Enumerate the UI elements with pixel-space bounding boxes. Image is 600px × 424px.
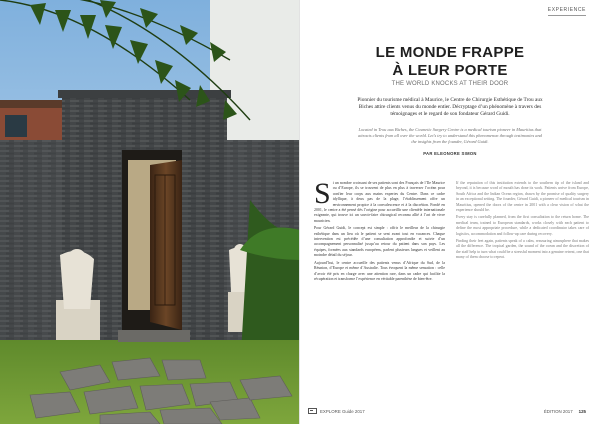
body-paragraph: Finding their feet again, patients speak of a calm, reassuring atmosphere that makes all the difference. The tropical garden, the sound of the ocean and the discretion of the staff help to turn what could be a stressful moment into a genuine retreat, one that many of them choose to repeat. bbox=[456, 239, 589, 260]
footer-publication bbox=[308, 408, 365, 414]
publication-name: EXPLORE Guide 2017 bbox=[320, 408, 365, 414]
footer-folio bbox=[544, 409, 586, 414]
publication-logo-icon bbox=[308, 408, 317, 414]
body-paragraph: Every stay is carefully planned, from the first consultation to the return home. The medical team, trained to European standards, works closely with each patient to define the most appropriate procedure, while a dedicated coordinator takes care of logistics, accommodation and follow-up care during recovery. bbox=[456, 215, 589, 236]
author-byline: PAR ELEONORE SIMON bbox=[423, 151, 477, 156]
body-paragraph: Aujourd’hui, le centre accueille des patients venus d’Afrique du Sud, de la Réunion, d’Europe et même d’Australie. Tous évoquent la même sensation : celle d’avoir été pris en charge avec une attention rare, dans un cadre qui facilite la récupération et transforme l’expérience en véritable parenthèse de bien-être. bbox=[314, 260, 445, 281]
body-paragraph: If the reputation of this institution extends to the southern tip of the island and beyond, it is because word of mouth has done its work. Patients arrive from Europe, South Africa and the Indian Ocean region, drawn by the promise of quality surgery in an exceptional setting. The founder, Gérard Guidi, a pioneer of medical tourism in Mauritius, opened the doors of the centre in 2001 with a clear vision of what the experience should be. bbox=[456, 181, 589, 213]
drop-cap: S bbox=[314, 181, 331, 210]
body-paragraph: i un nombre croissant de ses patients sont des Français de l’Île Maurice ou d’Europe, ils se trouvent de plus en plus à traverser l’océan pour confier leur corps aux mains expertes du Centre. Dans ce cadre idyllique, à deux pas de la plage, l’établissement offre un environnement propice à la convalescence et à la discrétion. Fondé en 2001, le centre a été pensé dès l’origine pour accueillir une clientèle internationale exigeante, qui trouve ici un savoir-faire chirurgical reconnu allié à l’art de vivre mauricien. bbox=[314, 181, 445, 223]
article-page bbox=[300, 0, 600, 424]
body-paragraph: Pour Gérard Guidi, le concept est simple : offrir le meilleur de la chirurgie esthétique dans un lieu où le patient se sent avant tout en vacances. Chaque intervention est précédée d’une consultation approfondie et suivie d’un accompagnement personnalisé jusqu’au retour du patient dans son pays. Les équipes, formées aux standards européens, parlent plusieurs langues et veillent au moindre détail du séjour. bbox=[314, 226, 445, 258]
intro-english: Located in Trou aux Biches, the Cosmetic Surgery Centre is a medical tourism pioneer in Mauritius that attracts clients from all over the world. Let’s try to understand this phenomenon through testimonies and the insights from the founder, Gérard Guidi. bbox=[358, 127, 542, 144]
body-column-french bbox=[314, 181, 445, 391]
page-number: 125 bbox=[578, 409, 586, 414]
section-label: EXPERIENCE bbox=[548, 7, 586, 16]
intro-french: Pionnier du tourisme médical à Maurice, le Centre de Chirurgie Esthétique de Trou aux Biches attire clients venus du monde entier. Décryptage d’un phénomène à travers des témoignages et le regard de son fondateur Gérard Guidi. bbox=[357, 97, 543, 118]
article-subtitle: THE WORLD KNOCKS AT THEIR DOOR bbox=[391, 81, 509, 87]
body-column-english bbox=[456, 181, 589, 391]
article-title-line-2: À LEUR PORTE bbox=[392, 62, 508, 79]
edition-label: ÉDITION 2017 bbox=[543, 409, 573, 414]
article-title-line-1: LE MONDE FRAPPE bbox=[375, 44, 525, 61]
